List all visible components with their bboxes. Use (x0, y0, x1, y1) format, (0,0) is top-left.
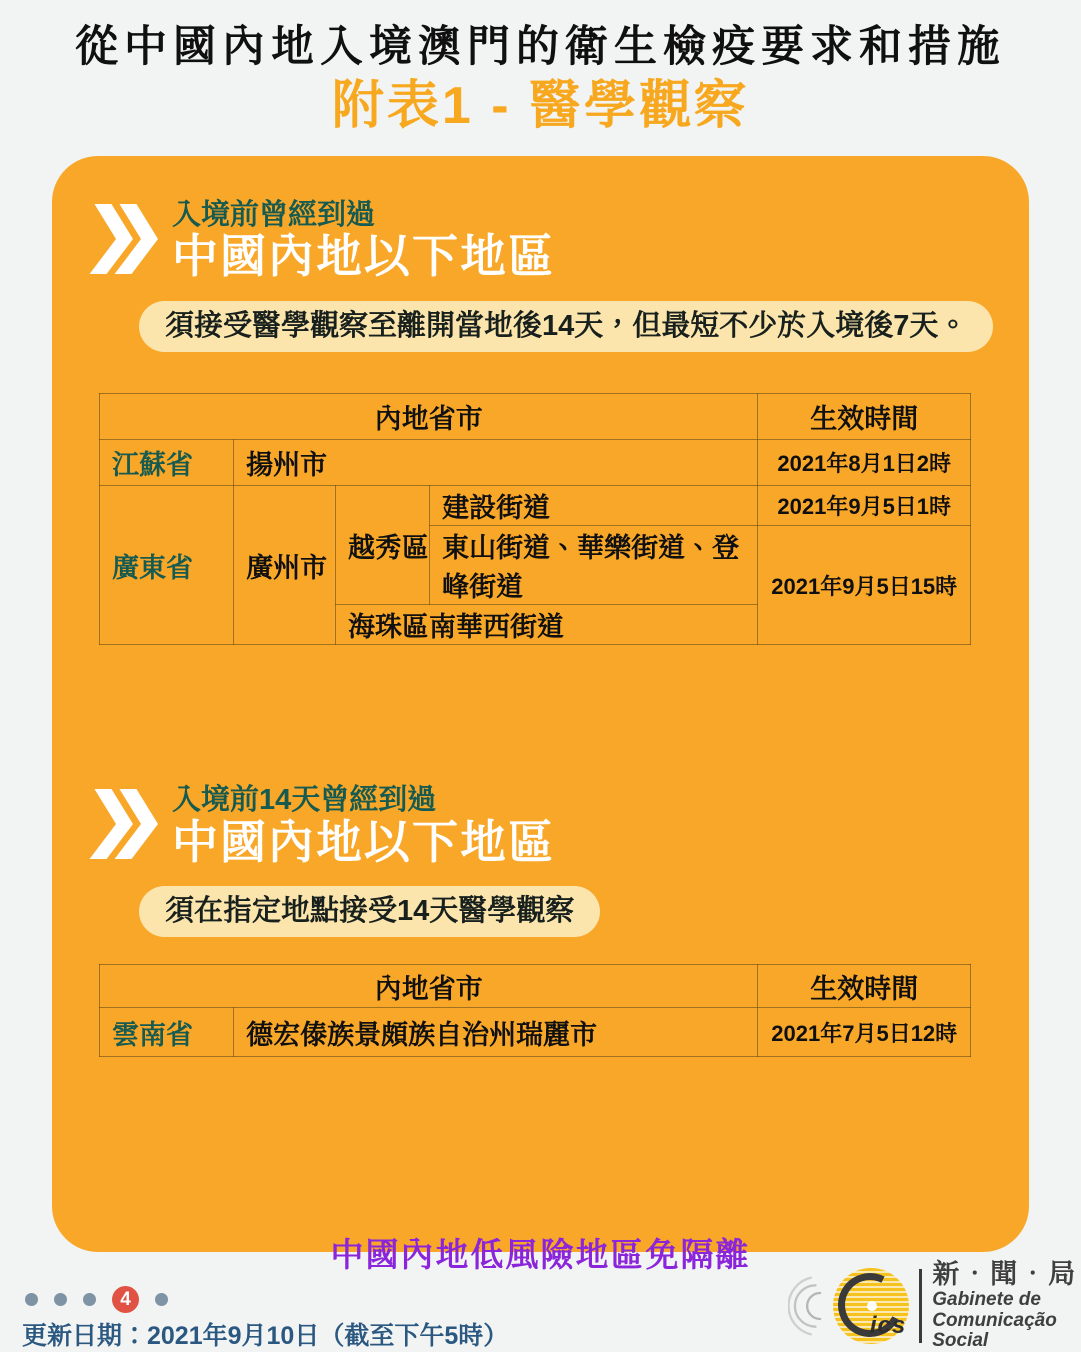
region-table (99, 393, 971, 645)
table-cell: 2021年8月1日2時 (758, 440, 971, 486)
section-heading: 中國內地以下地區 (172, 230, 556, 283)
double-chevron-icon (90, 789, 161, 859)
table-row (100, 486, 971, 526)
table-cell: 建設街道 (430, 486, 758, 526)
double-chevron-icon (90, 204, 161, 274)
section-visited-14days (92, 785, 1029, 868)
note-pill: 須接受醫學觀察至離開當地後14天，但最短不少於入境後7天。 (139, 301, 993, 352)
signal-arcs-icon (788, 1261, 823, 1351)
gcs-mark: ics (869, 1312, 907, 1340)
pager-dot (25, 1293, 38, 1306)
table-row (100, 1008, 971, 1057)
table-cell: 2021年9月5日1時 (758, 486, 971, 526)
section-heading-block (172, 200, 556, 283)
table-cell: 揚州市 (234, 440, 758, 486)
page-number-badge: 4 (112, 1286, 139, 1313)
table-cell: 2021年9月5日15時 (758, 526, 971, 645)
table-header-cell: 內地省市 (100, 394, 758, 440)
table-header-cell: 生效時間 (758, 965, 971, 1008)
table-cell: 德宏傣族景頗族自治州瑞麗市 (234, 1008, 758, 1057)
section-visited-areas (92, 156, 1029, 283)
table-header-cell: 生效時間 (758, 394, 971, 440)
section-heading-block (172, 785, 556, 868)
table-cell: 江蘇省 (100, 440, 234, 486)
logo-pt-line2: Comunicação Social (932, 1309, 1057, 1352)
gcs-logo (788, 1260, 1081, 1352)
pager-dot (54, 1293, 67, 1306)
page-title: 從中國內地入境澳門的衛生檢疫要求和措施 (75, 23, 1006, 71)
section-tag: 入境前14天曾經到過 (172, 784, 437, 817)
table-cell: 雲南省 (100, 1008, 234, 1057)
pager (25, 1286, 168, 1313)
pager-dot (155, 1293, 168, 1306)
note-pill: 須在指定地點接受14天醫學觀察 (139, 886, 600, 937)
gcs-circle-icon (833, 1268, 909, 1344)
region-table (99, 964, 971, 1057)
logo-text-block (932, 1260, 1081, 1352)
logo-cn: 新‧聞‧局 (932, 1259, 1078, 1289)
main-card (52, 156, 1029, 1274)
pager-dot (83, 1293, 96, 1306)
logo-pt-line1: Gabinete de (932, 1288, 1041, 1310)
table-cell: 海珠區南華西街道 (336, 605, 758, 645)
table-cell: 廣東省 (100, 486, 234, 645)
table-cell: 廣州市 (234, 486, 336, 645)
table-cell: 2021年7月5日12時 (758, 1008, 971, 1057)
region-table-wrap (99, 393, 1029, 645)
table-cell: 東山街道、華樂街道、登峰街道 (430, 526, 758, 605)
table-row (100, 965, 971, 1008)
update-date: 更新日期：2021年9月10日（截至下午5時） (22, 1322, 509, 1350)
low-risk-footnote: 中國內地低風險地區免隔離 (330, 1236, 751, 1274)
table-header-cell: 內地省市 (100, 965, 758, 1008)
region-table-wrap (99, 964, 1029, 1057)
logo-separator (919, 1269, 922, 1343)
section-tag: 入境前曾經到過 (172, 199, 376, 231)
table-row (100, 440, 971, 486)
section-heading: 中國內地以下地區 (172, 815, 556, 868)
table-cell: 越秀區 (336, 486, 430, 605)
table-row (100, 394, 971, 440)
page-subtitle: 附表1 - 醫學觀察 (331, 77, 750, 136)
